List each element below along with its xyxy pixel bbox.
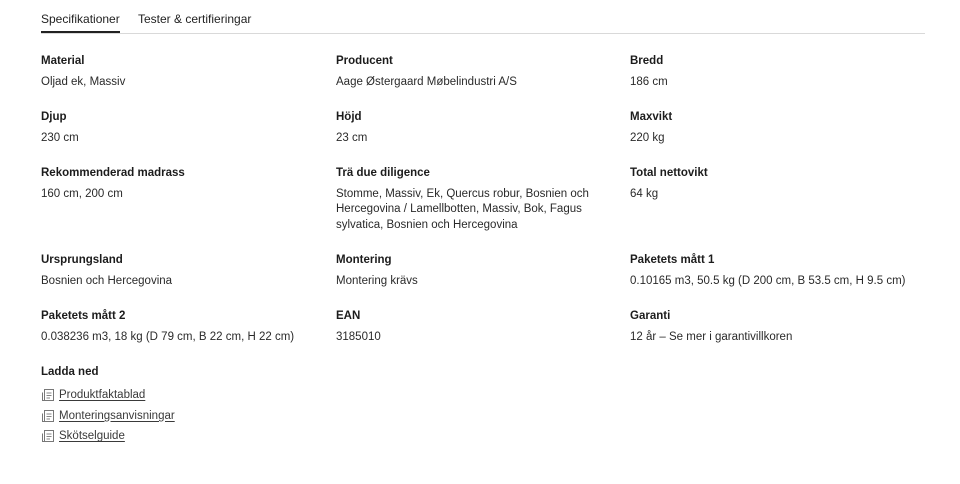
- spec-label: Paketets mått 1: [630, 254, 715, 266]
- spec-label: EAN: [336, 310, 361, 322]
- spec-label: Material: [41, 55, 85, 67]
- spec-country-of-origin: [41, 253, 333, 289]
- spec-label: Trä due diligence: [336, 167, 430, 179]
- spec-net-weight: [630, 166, 922, 202]
- download-link-label[interactable]: Monteringsanvisningar: [59, 409, 175, 422]
- spec-label: Montering: [336, 254, 392, 266]
- download-link-label[interactable]: Skötselguide: [59, 430, 125, 443]
- spec-value: 220 kg: [630, 131, 665, 144]
- spec-label: Djup: [41, 111, 67, 123]
- download-link-assembly-instructions[interactable]: [41, 406, 341, 427]
- spec-package-dimensions-1: [630, 253, 922, 289]
- spec-label: Maxvikt: [630, 111, 673, 123]
- tab-bar: [41, 0, 925, 34]
- spec-height: [336, 110, 628, 146]
- downloads-title: Ladda ned: [41, 366, 99, 378]
- spec-value: 0.10165 m3, 50.5 kg (D 200 cm, B 53.5 cm, H 9.5 cm): [630, 274, 906, 287]
- spec-label: Garanti: [630, 310, 671, 322]
- spec-ean: [336, 309, 628, 345]
- tab-specifications[interactable]: Specifikationer: [41, 12, 120, 26]
- tab-tests-certifications[interactable]: Tester & certifieringar: [138, 12, 252, 26]
- spec-producer: [336, 54, 628, 90]
- spec-assembly: [336, 253, 628, 289]
- spec-value: 3185010: [336, 330, 381, 343]
- spec-max-weight: [630, 110, 922, 146]
- spec-warranty: [630, 309, 922, 345]
- spec-value: 230 cm: [41, 131, 79, 144]
- spec-value: Montering krävs: [336, 274, 418, 287]
- spec-value: 64 kg: [630, 187, 659, 200]
- document-icon: [41, 409, 55, 423]
- spec-depth: [41, 110, 333, 146]
- spec-value: 186 cm: [630, 75, 668, 88]
- spec-label: Producent: [336, 55, 393, 67]
- spec-label: Paketets mått 2: [41, 310, 126, 322]
- spec-label: Rekommenderad madrass: [41, 167, 185, 179]
- spec-label: Total nettovikt: [630, 167, 708, 179]
- spec-value: Stomme, Massiv, Ek, Quercus robur, Bosnien och Hercegovina / Lamellbotten, Massiv, Bok, Fagus sylvatica, Bosnien och Hercegovina: [336, 187, 589, 231]
- spec-value: 160 cm, 200 cm: [41, 187, 123, 200]
- spec-package-dimensions-2: [41, 309, 333, 345]
- spec-label: Höjd: [336, 111, 362, 123]
- spec-value: 0.038236 m3, 18 kg (D 79 cm, B 22 cm, H 22 cm): [41, 330, 295, 343]
- download-link-label[interactable]: Produktfaktablad: [59, 389, 146, 402]
- spec-wood-due-diligence: [336, 166, 628, 233]
- spec-value: Bosnien och Hercegovina: [41, 274, 173, 287]
- download-link-care-guide[interactable]: [41, 426, 341, 447]
- spec-value: 23 cm: [336, 131, 368, 144]
- download-link-product-fact-sheet[interactable]: [41, 385, 341, 406]
- spec-material: [41, 54, 333, 90]
- document-icon: [41, 429, 55, 443]
- spec-value: Aage Østergaard Møbelindustri A/S: [336, 75, 517, 88]
- spec-recommended-mattress: [41, 166, 333, 202]
- spec-value: Oljad ek, Massiv: [41, 75, 126, 88]
- downloads-section: [41, 365, 341, 447]
- spec-label: Ursprungsland: [41, 254, 123, 266]
- spec-label: Bredd: [630, 55, 664, 67]
- spec-width: [630, 54, 922, 90]
- spec-value: 12 år – Se mer i garantivillkoren: [630, 330, 793, 343]
- document-icon: [41, 388, 55, 402]
